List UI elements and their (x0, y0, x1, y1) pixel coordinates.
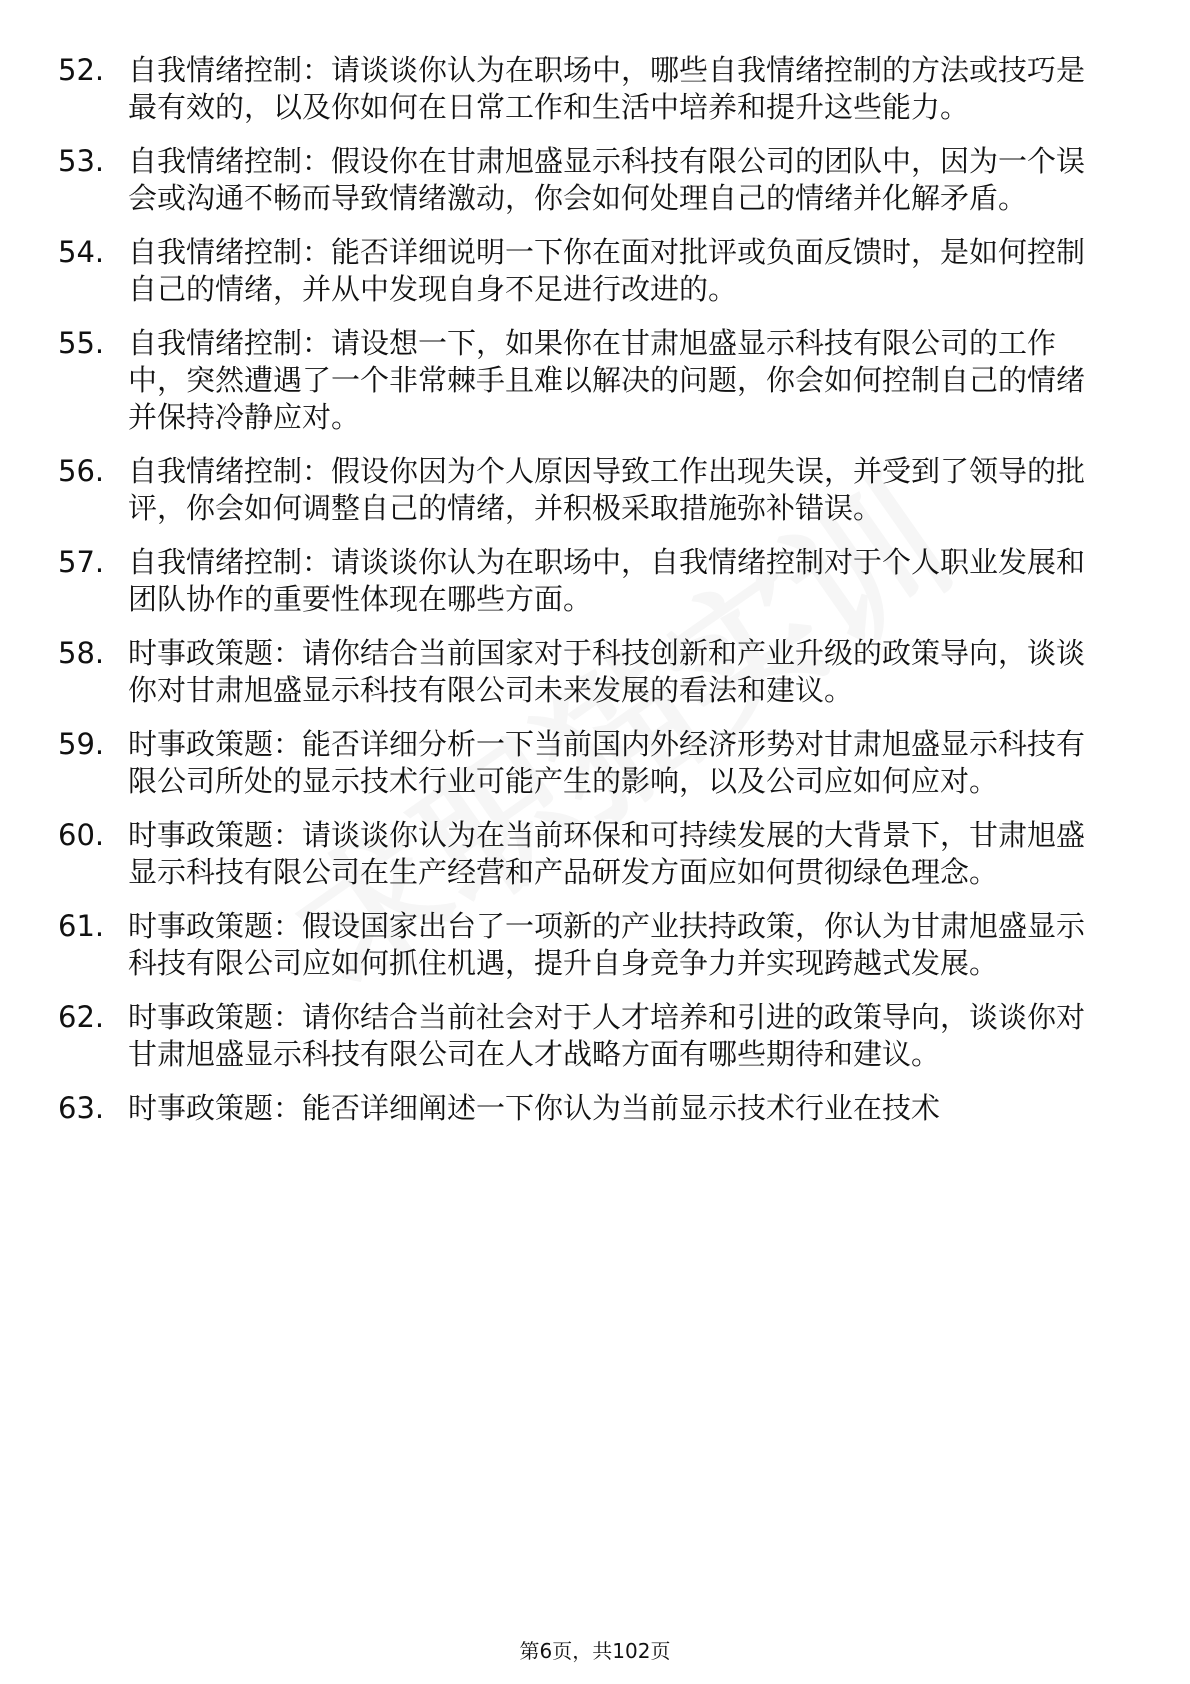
page-number-footer: 第6页，共102页 (519, 1639, 671, 1663)
question-number: 61. (58, 909, 105, 943)
question-item (58, 635, 1108, 709)
question-item (58, 234, 1108, 308)
question-number: 54. (58, 235, 105, 269)
question-item (58, 544, 1108, 618)
question-item (58, 52, 1108, 126)
question-number: 57. (58, 545, 105, 579)
question-item (58, 143, 1108, 217)
question-item (58, 453, 1108, 527)
question-number: 56. (58, 454, 105, 488)
question-item (58, 1090, 1108, 1127)
question-number: 59. (58, 727, 105, 761)
question-number: 60. (58, 818, 105, 852)
question-number: 62. (58, 1000, 105, 1034)
question-item (58, 325, 1108, 436)
question-item (58, 999, 1108, 1073)
question-item (58, 726, 1108, 800)
question-text: 时事政策题：请你结合当前社会对于人才培养和引进的政策导向，谈谈你对甘肃旭盛显示科技有限公司在人才战略方面有哪些期待和建议。 (128, 1000, 1086, 1071)
question-text: 自我情绪控制：假设你在甘肃旭盛显示科技有限公司的团队中，因为一个误会或沟通不畅而导致情绪激动，你会如何处理自己的情绪并化解矛盾。 (128, 144, 1086, 215)
question-text: 自我情绪控制：请设想一下，如果你在甘肃旭盛显示科技有限公司的工作中，突然遭遇了一个非常棘手且难以解决的问题，你会如何控制自己的情绪并保持冷静应对。 (128, 326, 1086, 434)
question-text: 自我情绪控制：假设你因为个人原因导致工作出现失误，并受到了领导的批评，你会如何调整自己的情绪，并积极采取措施弥补错误。 (128, 454, 1086, 525)
question-number: 63. (58, 1091, 105, 1125)
question-number: 53. (58, 144, 105, 178)
question-number: 52. (58, 53, 105, 87)
question-text: 时事政策题：请你结合当前国家对于科技创新和产业升级的政策导向，谈谈你对甘肃旭盛显示科技有限公司未来发展的看法和建议。 (128, 636, 1086, 707)
question-text: 自我情绪控制：能否详细说明一下你在面对批评或负面反馈时，是如何控制自己的情绪，并从中发现自身不足进行改进的。 (128, 235, 1086, 306)
question-text: 时事政策题：假设国家出台了一项新的产业扶持政策，你认为甘肃旭盛显示科技有限公司应如何抓住机遇，提升自身竞争力并实现跨越式发展。 (128, 909, 1086, 980)
question-text: 自我情绪控制：请谈谈你认为在职场中，自我情绪控制对于个人职业发展和团队协作的重要性体现在哪些方面。 (128, 545, 1086, 616)
question-item (58, 817, 1108, 891)
question-text: 时事政策题：能否详细阐述一下你认为当前显示技术行业在技术 (128, 1091, 941, 1125)
question-item (58, 908, 1108, 982)
question-number: 58. (58, 636, 105, 670)
question-list (58, 52, 1108, 1144)
question-number: 55. (58, 326, 105, 360)
question-text: 时事政策题：能否详细分析一下当前国内外经济形势对甘肃旭盛显示科技有限公司所处的显示技术行业可能产生的影响，以及公司应如何应对。 (128, 727, 1086, 798)
question-text: 时事政策题：请谈谈你认为在当前环保和可持续发展的大背景下，甘肃旭盛显示科技有限公司在生产经营和产品研发方面应如何贯彻绿色理念。 (128, 818, 1086, 889)
question-text: 自我情绪控制：请谈谈你认为在职场中，哪些自我情绪控制的方法或技巧是最有效的，以及你如何在日常工作和生活中培养和提升这些能力。 (128, 53, 1086, 124)
